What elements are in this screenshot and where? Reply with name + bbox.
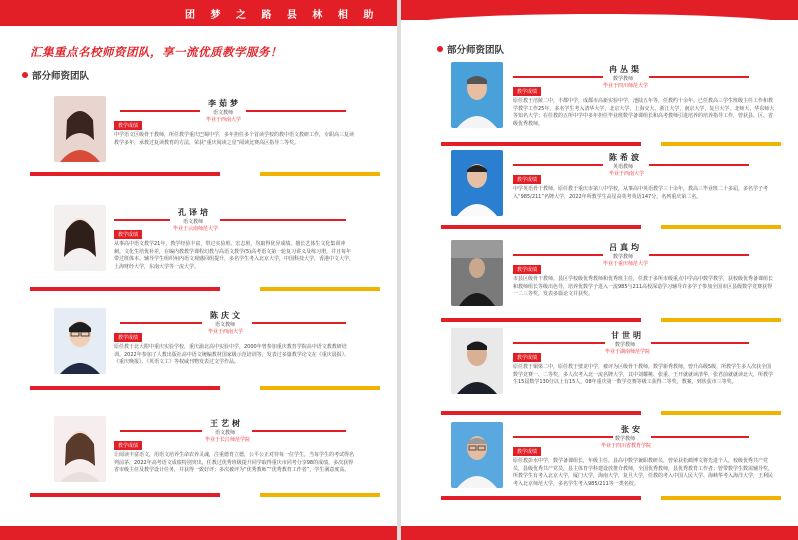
card-bar (441, 142, 641, 146)
divider (513, 164, 603, 166)
achievement-tag: 教学成绩 (513, 265, 541, 274)
teacher-subject: 语文教师 (213, 110, 234, 116)
banner-slogan: 团 梦 之 路 县 林 相 助 (185, 10, 380, 21)
card-bar-accent (661, 496, 781, 500)
divider (120, 110, 200, 112)
achievement-tag: 教学成绩 (513, 447, 541, 456)
teacher-description: 中学英语骨干教师，原任教于重庆市第八中学校，从事高中英语教学三十余年，教高三毕业班二十多届，多名学子考入“985/211”名牌大学，2022年所教学生高星高英考英语147分，名列重庆第二名。 (513, 186, 769, 200)
teacher-photo (451, 328, 503, 394)
teacher-graduation: 毕业于西南大学 (206, 117, 242, 123)
teacher-description: 原任教于涪陵二中，丰都中学，成都市高新实验中学，池陆五年等，任教约十余年。已任教高三学生班级主任工作和教学教学工作25年，多名学生考入清华大学，北京大学，上海交大，浙江大学，南京大学，复旦大学，北师大，华东师大等知名大学；在任教的五所中学中多年担任毕业班数学备课组长和高考教师引进培养的培养指导工作，曾获县、区、省级优秀教师。 (513, 98, 775, 127)
teacher-name: 王艺树 (210, 419, 243, 428)
teacher-photo (54, 416, 106, 482)
section-title-right: 部分师资团队 (437, 42, 504, 56)
right-page (401, 0, 798, 540)
teacher-name: 陈庆文 (210, 311, 243, 320)
teacher-subject: 语文教师 (183, 219, 204, 225)
top-banner (401, 0, 798, 20)
card-bar (30, 287, 220, 291)
card-bar-accent (260, 172, 380, 176)
card-bar (30, 493, 220, 497)
achievement-tag: 教学成绩 (513, 87, 541, 96)
achievement-tag: 教学成绩 (114, 121, 142, 130)
card-bar (441, 318, 641, 322)
teacher-graduation: 毕业于重庆师范大学 (603, 261, 649, 267)
teacher-graduation: 毕业于西南大学 (609, 171, 645, 177)
card-bar-accent (661, 142, 781, 146)
card-bar-accent (661, 411, 781, 415)
achievement-tag: 教学成绩 (114, 441, 142, 450)
divider (513, 76, 603, 78)
divider (252, 430, 346, 432)
teacher-photo (451, 150, 503, 216)
card-bar (441, 411, 641, 415)
teacher-description: 原任教彭水中学，数学备课组长，年级主任，县高中数学兼职教研员，曾荣获松鹤博文将先进个人，校级优秀共产党员，县级优秀共产党员，县主体育学科建设放推介教师，全国优秀教师，县优秀教育工作者；曾带数学生数需辅导奖，所教学生有考入北京大学，厦门大学，海南大学，复旦大学，任教的考入中国人民大学、海峡华考入海洋大学，王利民考入北京师范大学，多名学生考入985/211等一类名校。 (513, 458, 774, 487)
divider (649, 76, 749, 78)
teacher-photo (54, 96, 106, 162)
card-bar-accent (661, 318, 781, 322)
teacher-photo (451, 422, 503, 488)
achievement-tag: 教学成绩 (513, 353, 541, 362)
teacher-subject: 数学教师 (615, 436, 636, 442)
card-bar (30, 172, 220, 176)
teacher-name: 李茹梦 (208, 99, 241, 108)
card-bar-accent (260, 493, 380, 497)
divider (651, 436, 749, 438)
teacher-description: 市县区级骨干教师，县区学校级优秀教师和优秀班主任，任教于多所市级重点中学高中数学教学，获校级优秀备课组长和教师组长等级出色导，培养优数学子进入一流985与211高校深造学习辅导许多学子参加全国市区县级数学竞赛获得一二三等奖，发表多篇论文并获奖。 (513, 276, 774, 298)
bullet-icon (437, 46, 443, 52)
card-bar-accent (661, 225, 781, 229)
teacher-description: 从事高中语文教学21年，教学经验丰富，带过实验班、宏志班，均取得优异成绩。擅长艺体生文化集训冲刺。文化生培优补差，在编内教教学课程幻教与高语文教学(5)高考语文第一轮复习讲义及练习册，并且每年带过班体本。辅导学生组织州内语文观感回组提升，多名学生考入北京大学，中国科技大学，香港中文大学，上海财经大学，东南大学等一流大学。 (114, 241, 355, 270)
divider (246, 110, 346, 112)
card-bar (441, 496, 641, 500)
bullet-icon (22, 72, 28, 78)
teacher-photo (54, 308, 106, 374)
bottom-banner (401, 526, 798, 540)
card-bar (441, 225, 641, 229)
section-title-left: 部分师资团队 (22, 68, 89, 82)
teacher-name: 孔译培 (178, 208, 211, 217)
card-bar-accent (260, 386, 380, 390)
teacher-name: 甘世明 (611, 331, 644, 340)
page-headline: 汇集重点名校师资团队，享一流优质教学服务！ (30, 45, 282, 59)
teacher-description: 原任教于铜梁二中，原任教于璧龙中学，被评为区级骨干教师，数学新秀教师，曾升高级5级，所教学生多人次获全国数学竞赛一、二等奖，多人次考入北一流名牌大学，其中刘耀桃、张重、王开就就读清华，张君前就就读北大，所教学生15届数学130分以上有15人，08年重庆第一数学竞赛等级工获得二等奖，教案，到状获市三等奖。 (513, 364, 774, 386)
divider (651, 342, 749, 344)
divider (649, 254, 749, 256)
teacher-description: 让阅读丰富语文，用语文培养生命农养灵魂，注重德育立德，公平公正对待每一位学生，当每学生的考试得名列前茅，2022年高考语文成绩特别突出，任教过优秀班级提升同学取得重庆市同考分享98的成绩，多次获得省市级主任及教学设计任务，并获得一致好评；多次被评为“优秀教师”“优秀教育工作者”，学生满意度高。 (114, 452, 355, 474)
teacher-subject: 语文教师 (215, 430, 236, 436)
teacher-graduation: 毕业于四川省教育学院 (601, 443, 652, 449)
left-page (0, 0, 397, 540)
teacher-graduation: 毕业于湖南师范学院 (605, 349, 651, 355)
teacher-graduation: 毕业于四川师范大学 (603, 83, 649, 89)
teacher-description: 原任教于北大附中重庆实验学校，重庆渝北高中实验中学，2000年曾参加重庆教育学院高中语文教教研培训。2022年参加了人教出版社高中语文统编教材国家级示范培训等，发表过多篇教学论文在《重庆晨报》、《重庆晚报》、《英语文工》等权威刊物发表过文学作品。 (114, 344, 350, 366)
teacher-name: 张安 (621, 425, 643, 434)
divider (252, 322, 346, 324)
divider (513, 254, 603, 256)
teacher-graduation: 毕业于长江师范学院 (205, 437, 251, 443)
banner-wave (401, 14, 798, 26)
divider (120, 322, 202, 324)
teacher-photo (451, 240, 503, 306)
teacher-photo (54, 205, 106, 271)
divider (513, 342, 605, 344)
bottom-banner (0, 526, 397, 540)
divider (220, 219, 346, 221)
teacher-name: 陈希波 (609, 153, 642, 162)
teacher-subject: 数学教师 (613, 76, 634, 82)
divider (513, 436, 613, 438)
teacher-photo (451, 62, 503, 128)
divider (114, 219, 170, 221)
teacher-subject: 数学教师 (613, 254, 634, 260)
teacher-subject: 数学教师 (615, 342, 636, 348)
teacher-graduation: 毕业于西南大学 (208, 329, 244, 335)
teacher-subject: 英语教师 (613, 164, 634, 170)
achievement-tag: 教学成绩 (513, 175, 541, 184)
teacher-subject: 语文教师 (215, 322, 236, 328)
achievement-tag: 教学成绩 (114, 230, 142, 239)
card-bar-accent (260, 287, 380, 291)
divider (120, 430, 202, 432)
achievement-tag: 教学成绩 (114, 333, 142, 342)
teacher-name: 冉丛渠 (609, 65, 642, 74)
teacher-description: 中学语文区级骨干教师，所任教学重庆巴蜀中学，多年担任多个首读学校的教中语文教研工作，专职高三复读教学多年，承教过复读教育的方法，荣获“重庆阅读之星”阅读比赛高区指导二等奖。 (114, 132, 355, 146)
teacher-graduation: 毕业于云南师范大学 (173, 226, 219, 232)
teacher-name: 吕真均 (609, 243, 642, 252)
divider (649, 164, 749, 166)
card-bar (30, 386, 220, 390)
top-banner (0, 0, 397, 26)
